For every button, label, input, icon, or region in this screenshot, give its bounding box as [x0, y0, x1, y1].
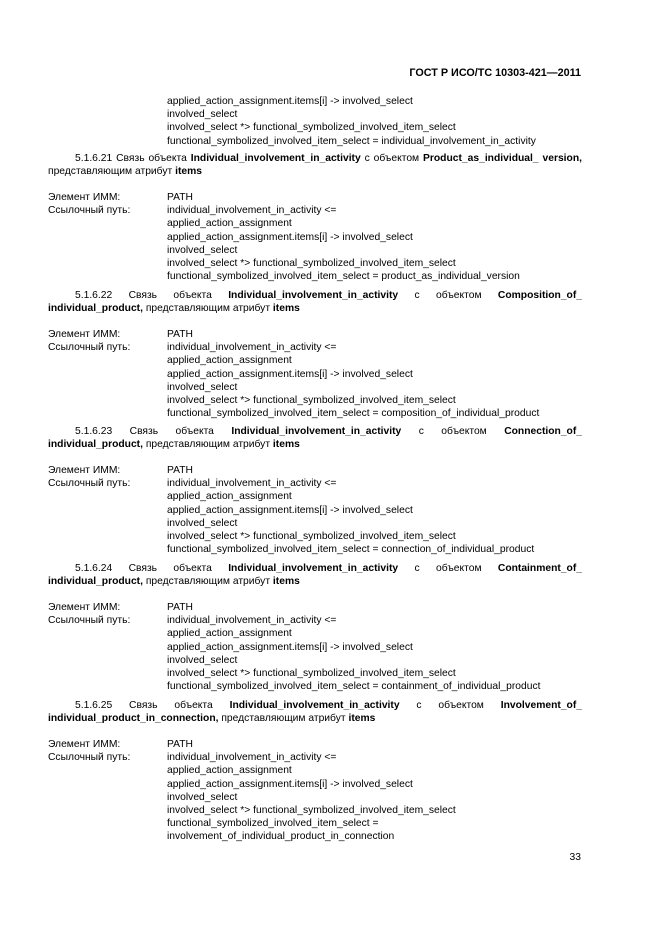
heading-term: Containment_of_ individual_product,: [48, 563, 582, 588]
path-line: applied_action_assignment.items[i] -> involved_select: [167, 96, 413, 107]
path-line: functional_symbolized_involved_item_select = composition_of_individual_product: [167, 408, 540, 420]
mapping-table: [48, 601, 582, 693]
path-value: [167, 477, 582, 556]
path-line: involved_select *> functional_symbolized_involved_item_select: [167, 531, 456, 543]
path-label: Ссылочный путь:: [48, 342, 131, 354]
heading-text: с объектом: [398, 290, 498, 301]
path-line: involved_select *> functional_symbolized_involved_item_select: [167, 258, 456, 270]
path-line: involved_select: [167, 381, 238, 393]
path-line: involved_select: [167, 244, 238, 256]
path-line: applied_action_assignment: [167, 628, 292, 640]
heading-text: 5.1.6.22 Связь объекта: [75, 290, 229, 301]
path-line: applied_action_assignment.items[i] -> involved_select: [167, 504, 413, 516]
heading-text: 5.1.6.23 Связь объекта: [75, 426, 232, 437]
heading-text: представляющим атрибут: [142, 303, 273, 315]
intro-path-lines: [167, 95, 536, 148]
mapping-table: [48, 191, 582, 283]
path-value: [167, 341, 582, 420]
heading-text: с объектом: [360, 153, 424, 164]
path-line: applied_action_assignment: [167, 355, 292, 367]
path-line: functional_symbolized_involved_item_select = product_as_individual_version: [167, 271, 520, 283]
section-heading: [48, 289, 582, 315]
path-line: individual_involvement_in_activity <=: [167, 752, 337, 764]
heading-term: Composition_of_ individual_product,: [48, 290, 582, 315]
heading-term: Individual_involvement_in_activity: [229, 700, 400, 711]
heading-text: с объектом: [398, 563, 498, 574]
heading-term: Individual_involvement_in_activity: [231, 426, 402, 437]
path-value: [167, 204, 582, 283]
section-heading: [48, 562, 582, 588]
element-label: Элемент ИММ:: [48, 192, 121, 203]
path-line: involved_select *> functional_symbolized_involved_item_select: [167, 395, 456, 407]
path-line: involved_select: [167, 791, 238, 803]
path-line: involvement_of_individual_product_in_connection: [167, 831, 395, 843]
element-label: Элемент ИММ:: [48, 602, 121, 613]
heading-text: представляющим атрибут: [48, 166, 176, 178]
heading-term: Connection_of_ individual_product,: [48, 426, 582, 451]
heading-term: items: [175, 166, 202, 178]
path-line: individual_involvement_in_activity <=: [167, 205, 337, 217]
path-line: involved_select *> functional_symbolized_involved_item_select: [167, 805, 456, 817]
heading-term: Product_as_individual_ version,: [423, 153, 582, 164]
path-label: Ссылочный путь:: [48, 478, 131, 490]
path-line: individual_involvement_in_activity <=: [167, 342, 337, 354]
path-line: functional_symbolized_involved_item_select = individual_involvement_in_activity: [167, 135, 536, 147]
path-line: individual_involvement_in_activity <=: [167, 478, 337, 490]
path-line: applied_action_assignment.items[i] -> involved_select: [167, 641, 413, 653]
heading-term: Individual_involvement_in_activity: [228, 290, 399, 301]
path-line: functional_symbolized_involved_item_select = containment_of_individual_product: [167, 681, 541, 693]
heading-term: items: [272, 303, 300, 315]
heading-text: с объектом: [399, 700, 501, 711]
section-heading: [48, 699, 582, 725]
path-value: [167, 751, 582, 843]
path-line: applied_action_assignment: [167, 491, 292, 503]
path-line: involved_select: [167, 109, 238, 121]
path-line: applied_action_assignment.items[i] -> involved_select: [167, 231, 413, 243]
path-label: Ссылочный путь:: [48, 615, 131, 627]
heading-text: представляющим атрибут: [218, 713, 349, 725]
page-number: 33: [569, 852, 581, 863]
heading-term: Individual_involvement_in_activity: [190, 153, 361, 164]
path-line: applied_action_assignment: [167, 765, 292, 777]
heading-term: items: [272, 439, 300, 451]
path-value: [167, 614, 582, 693]
element-value: PATH: [167, 602, 193, 613]
path-line: functional_symbolized_involved_item_select =: [167, 818, 379, 830]
mapping-table: [48, 738, 582, 844]
heading-text: представляющим атрибут: [142, 576, 273, 588]
path-line: applied_action_assignment: [167, 218, 292, 230]
path-line: involved_select: [167, 654, 238, 666]
mapping-table: [48, 464, 582, 556]
element-value: PATH: [167, 329, 193, 340]
heading-term: Involvement_of_ individual_product_in_connection,: [48, 700, 582, 725]
document-header: ГОСТ Р ИСО/ТС 10303-421—2011: [409, 67, 581, 79]
path-line: involved_select: [167, 517, 238, 529]
path-line: functional_symbolized_involved_item_select = connection_of_individual_product: [167, 544, 535, 556]
heading-term: Individual_involvement_in_activity: [228, 563, 399, 574]
element-value: PATH: [167, 192, 193, 203]
path-line: applied_action_assignment.items[i] -> involved_select: [167, 368, 413, 380]
mapping-table: [48, 328, 582, 420]
heading-term: items: [348, 713, 376, 725]
element-value: PATH: [167, 465, 193, 476]
heading-text: с объектом: [401, 426, 505, 437]
element-label: Элемент ИММ:: [48, 739, 121, 750]
heading-text: представляющим атрибут: [142, 439, 273, 451]
heading-text: 5.1.6.21 Связь объекта: [75, 153, 191, 164]
path-label: Ссылочный путь:: [48, 205, 131, 217]
element-value: PATH: [167, 739, 193, 750]
heading-term: items: [272, 576, 300, 588]
path-line: involved_select *> functional_symbolized_involved_item_select: [167, 122, 456, 134]
heading-text: 5.1.6.24 Связь объекта: [75, 563, 229, 574]
element-label: Элемент ИММ:: [48, 329, 121, 340]
section-heading: [48, 152, 582, 178]
element-label: Элемент ИММ:: [48, 465, 121, 476]
path-line: applied_action_assignment.items[i] -> involved_select: [167, 778, 413, 790]
section-heading: [48, 425, 582, 451]
path-line: individual_involvement_in_activity <=: [167, 615, 337, 627]
path-label: Ссылочный путь:: [48, 752, 131, 764]
path-line: involved_select *> functional_symbolized_involved_item_select: [167, 668, 456, 680]
heading-text: 5.1.6.25 Связь объекта: [75, 700, 230, 711]
